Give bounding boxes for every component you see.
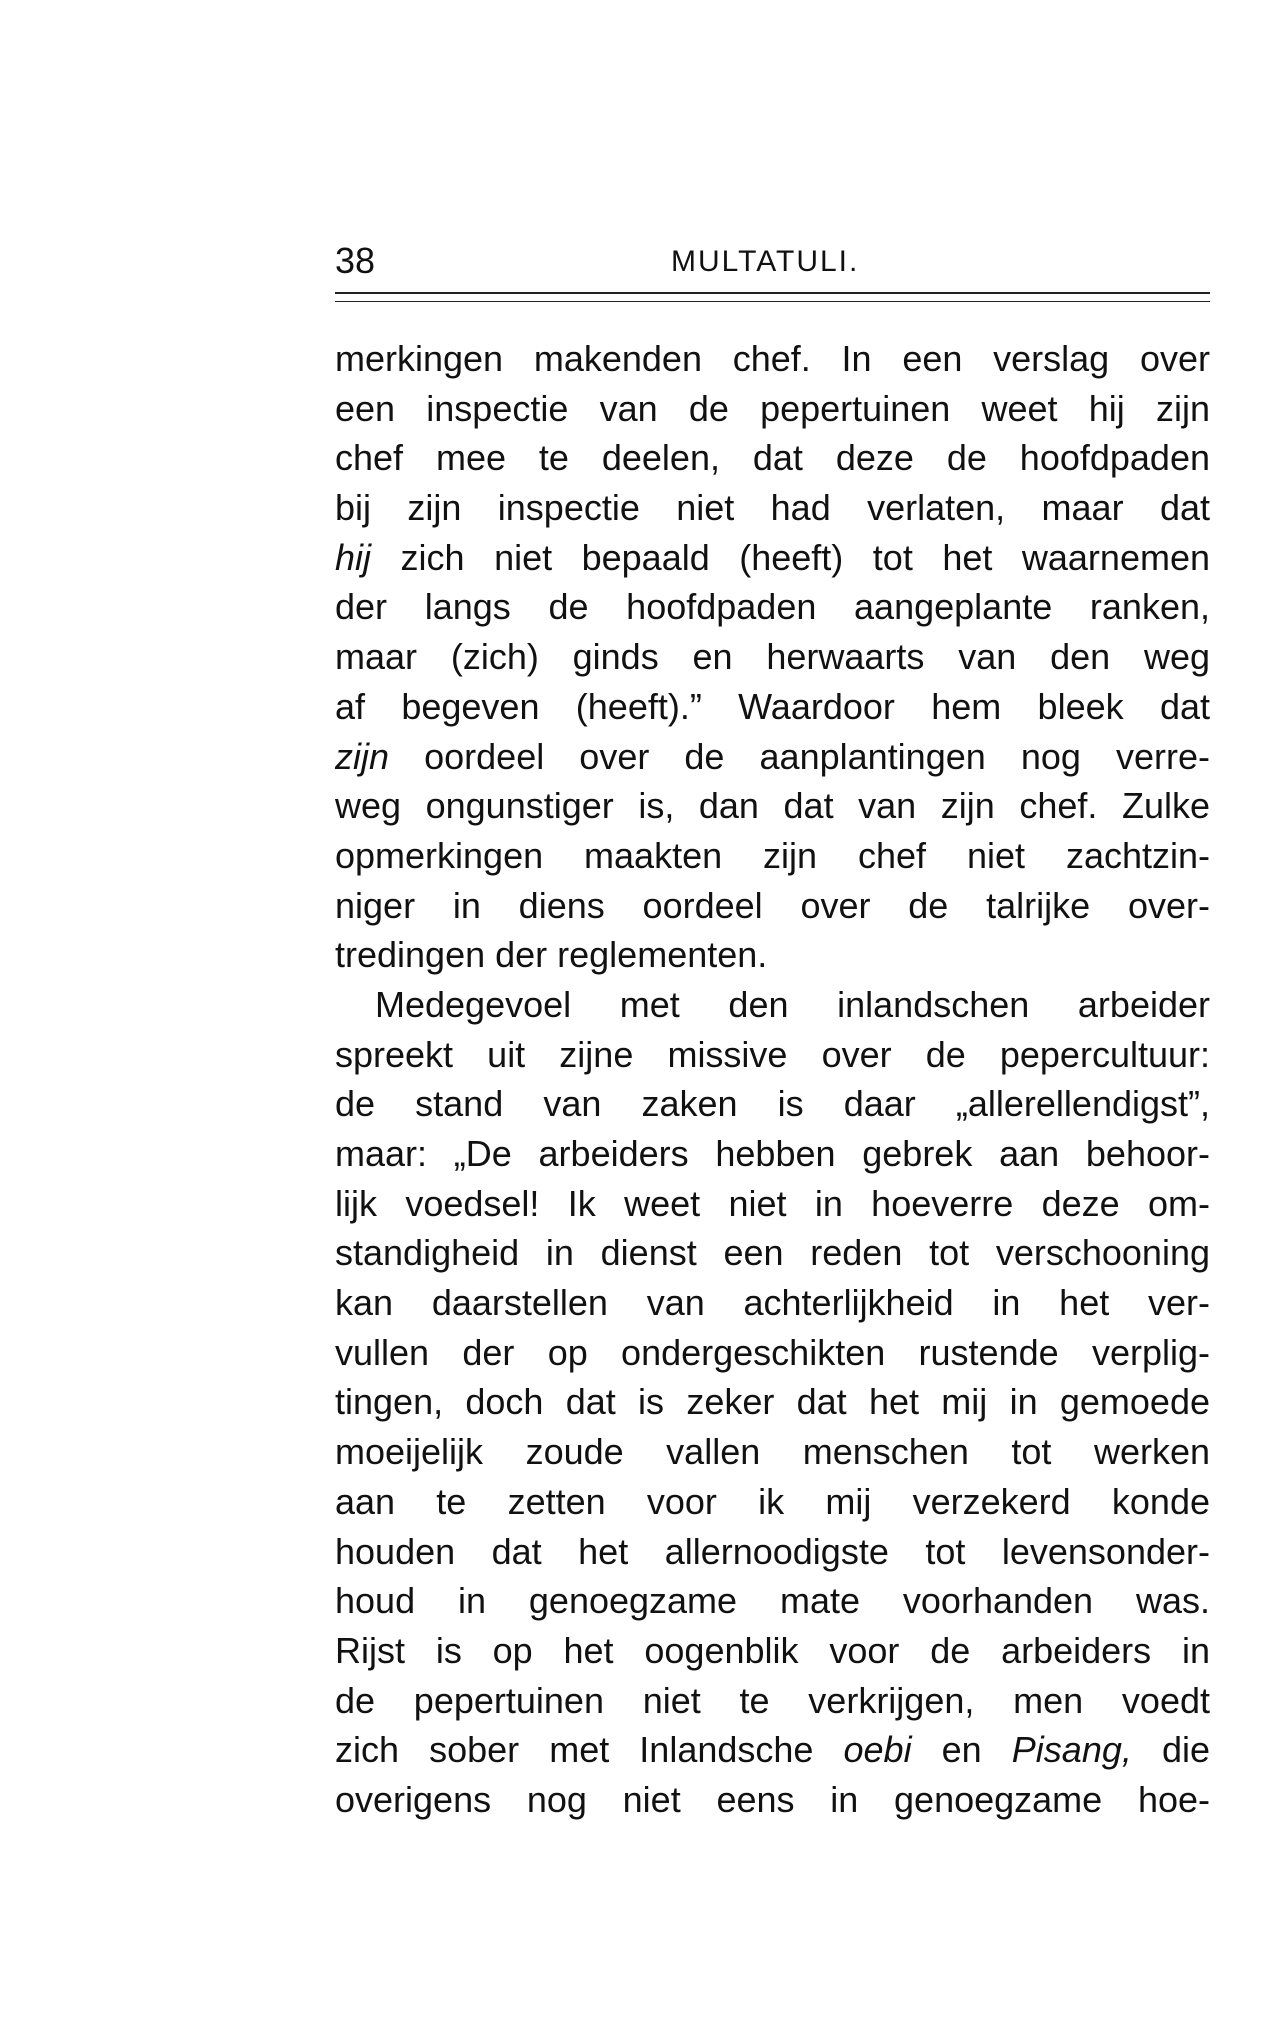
text-line: lijk voedsel! Ik weet niet in hoeverre deze om-	[335, 1182, 1210, 1224]
text-line: chef mee te deelen, dat deze de hoofdpaden	[335, 437, 1210, 479]
running-head	[335, 236, 1210, 286]
text-line: de stand van zaken is daar „allerellendigst”,	[335, 1083, 1210, 1125]
page-number: 38	[335, 240, 376, 281]
text-line: maar: „De arbeiders hebben gebrek aan behoor-	[335, 1133, 1210, 1174]
text-line: houden dat het allernoodigste tot levensonder-	[335, 1530, 1210, 1572]
text-line: standigheid in dienst een reden tot verschooning	[335, 1232, 1210, 1274]
running-title: MULTATULI.	[671, 245, 860, 278]
italic-emphasis: zijn	[335, 735, 390, 777]
text-line: aan te zetten voor ik mij verzekerd konde	[335, 1480, 1210, 1522]
text-line: bij zijn inspectie niet had verlaten, maar dat	[335, 487, 1210, 529]
text-line: vullen der op ondergeschikten rustende verplig-	[335, 1331, 1210, 1373]
text-line	[335, 533, 1210, 583]
text-line: een inspectie van de pepertuinen weet hij zijn	[335, 387, 1210, 429]
text-line: de pepertuinen niet te verkrijgen, men voedt	[335, 1679, 1210, 1721]
text-fragment: zich sober met Inlandsche	[335, 1729, 814, 1771]
body-text	[335, 334, 1210, 1825]
text-line: tredingen der reglementen.	[335, 934, 768, 976]
text-line: niger in diens oordeel over de talrijke over-	[335, 884, 1210, 926]
text-line: Rijst is op het oogenblik voor de arbeiders in	[335, 1629, 1210, 1671]
text-fragment: oordeel over de aanplantingen nog verre-	[424, 735, 1210, 777]
text-line: spreekt uit zijne missive over de pepercultuur:	[335, 1033, 1210, 1075]
text-line: weg ongunstiger is, dan dat van zijn chef. Zulke	[335, 785, 1210, 827]
text-line: der langs de hoofdpaden aangeplante ranken,	[335, 586, 1210, 628]
text-line: moeijelijk zoude vallen menschen tot werken	[335, 1431, 1210, 1473]
text-line: merkingen makenden chef. In een verslag over	[335, 338, 1210, 379]
italic-emphasis: Pisang,	[1011, 1729, 1132, 1771]
text-fragment: die	[1161, 1729, 1210, 1771]
header-rule-top	[335, 292, 1210, 294]
text-line: tingen, doch dat is zeker dat het mij in gemoede	[335, 1381, 1210, 1423]
text-line	[335, 1725, 1210, 1775]
text-fragment: zich niet bepaald (heeft) tot het waarnemen	[400, 536, 1210, 578]
text-line: maar (zich) ginds en herwaarts van den weg	[335, 636, 1210, 678]
text-line: overigens nog niet eens in genoegzame hoe-	[335, 1778, 1210, 1820]
text-line: houd in genoegzame mate voorhanden was.	[335, 1580, 1210, 1622]
text-line: opmerkingen maakten zijn chef niet zachtzin-	[335, 834, 1210, 876]
italic-emphasis: hij	[335, 536, 372, 578]
italic-emphasis: oebi	[843, 1729, 912, 1771]
text-line: af begeven (heeft).” Waardoor hem bleek dat	[335, 685, 1210, 727]
text-fragment: en	[941, 1729, 982, 1771]
text-line	[335, 732, 1210, 782]
paragraph-start-line: Medegevoel met den inlandschen arbeider	[375, 983, 1210, 1025]
text-line: kan daarstellen van achterlijkheid in het ver-	[335, 1282, 1210, 1324]
header-rule-bottom	[335, 301, 1210, 302]
